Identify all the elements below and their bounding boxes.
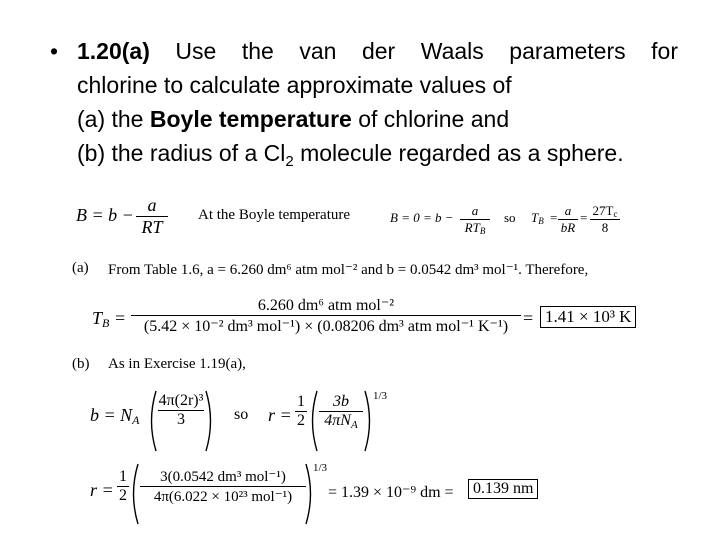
r2-lhs: r = (90, 480, 114, 500)
left-paren (128, 463, 140, 525)
part-a-label: (a) (72, 260, 89, 276)
b-fraction (158, 392, 204, 429)
eq1b-den-sub: B (479, 226, 486, 236)
eq1c-denominator: bR (560, 220, 576, 235)
eq1-lhs: B = b − (76, 205, 134, 225)
problem-line-4 (77, 136, 624, 170)
eq1b-lhs: B = 0 = b − (390, 210, 454, 225)
r2-answer-box: 0.139 nm (468, 479, 538, 499)
r2-inner-fraction (140, 467, 306, 506)
problem-line-3-prefix: (a) the (77, 106, 144, 132)
problem-line-1 (77, 34, 678, 68)
r-denominator: 2 (297, 412, 305, 429)
eq1b-fraction (460, 203, 490, 236)
tb-equals-2: = (523, 308, 534, 328)
problem-number: 1.20(a) (77, 38, 150, 64)
eq1-denominator: RT (141, 217, 163, 237)
left-paren (146, 390, 158, 452)
eq1-numerator: a (147, 195, 157, 215)
r-inner-numerator: 3b (333, 393, 349, 410)
eq1c-lhs-sub: B (538, 216, 544, 226)
bullet: • (50, 38, 59, 64)
tb-numerator: 6.260 dm⁶ atm mol⁻² (257, 297, 395, 314)
eq1b-denominator (460, 220, 490, 236)
eq1b-so: so (504, 210, 516, 225)
tb-lhs-sub: B (102, 316, 110, 330)
eq1c-eq2: = (580, 210, 588, 225)
eq1c-denominator-2: 8 (601, 220, 609, 235)
r-exponent: 1/3 (373, 390, 388, 402)
tb-denominator: (5.42 × 10⁻² dm³ mol⁻¹) × (0.08206 dm³ atm mol⁻¹ K⁻¹) (143, 318, 509, 335)
eq1b-numerator: a (471, 203, 479, 218)
problem-line-3 (77, 102, 509, 136)
eq1c-num2-sub: c (613, 209, 618, 219)
r2-result: = 1.39 × 10⁻⁹ dm = (328, 484, 454, 501)
problem-line-4-suffix: molecule regarded as a sphere. (300, 140, 624, 166)
tb-answer-box: 1.41 × 10³ K (540, 306, 636, 328)
r2-exponent: 1/3 (313, 462, 328, 474)
problem-line-3-suffix: of chlorine and (358, 106, 510, 132)
eq1b-den-main: RT (464, 220, 480, 235)
r-numerator: 1 (297, 393, 305, 410)
part-b-text: As in Exercise 1.19(a), (108, 356, 246, 372)
eq1c-fraction-2 (590, 203, 620, 236)
tb-lhs-main: T (92, 308, 103, 328)
b-lhs-sub: A (132, 413, 140, 427)
r2-inner-denominator: 4π(6.022 × 10²³ mol⁻¹) (153, 489, 293, 505)
eq1c-lhs-main: T (531, 210, 539, 225)
r2-numerator: 1 (119, 468, 127, 485)
boyle-temperature-term: Boyle temperature (149, 106, 352, 132)
r-inner-den-sub: A (350, 419, 358, 431)
problem-line-2: chlorine to calculate approximate values of (77, 72, 512, 98)
tb-equals: = (115, 308, 126, 328)
r-lhs: r = (268, 405, 292, 425)
eq1c-num2-main: 27T (592, 203, 614, 218)
right-paren (204, 390, 216, 452)
b-so: so (234, 406, 249, 423)
r-inner-fraction (319, 393, 363, 430)
tb-fraction (131, 295, 521, 336)
tb-lhs (92, 308, 109, 329)
eq1c-eq: = (550, 210, 558, 225)
b-lhs-main: b = N (90, 405, 133, 425)
problem-line-1-text: Use the van der Waals parameters for (175, 38, 678, 64)
r-inner-den-main: 4πN (324, 412, 351, 429)
eq1c-numerator: a (564, 203, 572, 218)
b-denominator: 3 (177, 411, 185, 428)
eq1-text: At the Boyle temperature (198, 207, 351, 223)
eq1c-lhs (531, 210, 544, 226)
problem-line-4-sub: 2 (285, 153, 294, 170)
r2-denominator: 2 (119, 487, 127, 504)
eq1c-fraction (558, 203, 578, 236)
part-b-label: (b) (72, 356, 90, 372)
eq1c-numerator-2 (590, 203, 620, 219)
b-lhs (90, 405, 140, 426)
b-numerator: 4π(2r)³ (158, 392, 204, 409)
r-fraction-half (295, 393, 307, 430)
part-a-text: From Table 1.6, a = 6.260 dm⁶ atm mol⁻² and b = 0.0542 dm³ mol⁻¹. Therefore, (108, 262, 589, 278)
eq1-fraction (136, 195, 168, 238)
r-inner-denominator (319, 412, 363, 430)
problem-line-4-prefix: (b) the radius of a Cl (77, 140, 286, 166)
left-paren (307, 390, 319, 452)
r2-inner-numerator: 3(0.0542 dm³ mol⁻¹) (160, 469, 286, 485)
